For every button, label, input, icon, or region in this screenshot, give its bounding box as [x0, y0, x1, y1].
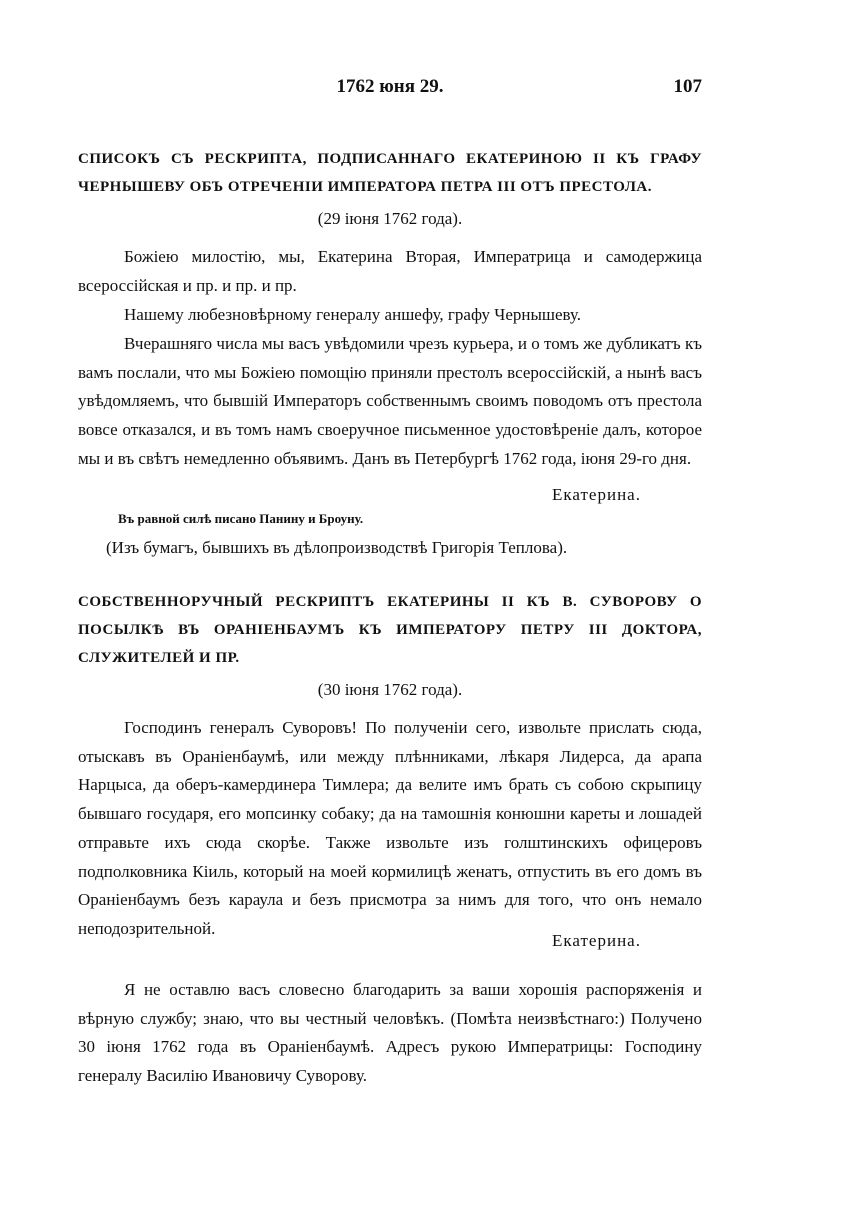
doc1-note: Въ равной силѣ писано Панину и Броуну. [118, 511, 364, 526]
doc1-date: (29 iюня 1762 года). [317, 209, 463, 228]
doc1-source: (Изъ бумагъ, бывшихъ въ дѣлопроизводствѣ Григорiя Теплова). [106, 538, 568, 557]
running-title: 1762 юня 29. [336, 76, 444, 97]
doc2-date: (30 iюня 1762 года). [317, 680, 463, 699]
doc1-paragraph-1: Божiею милостiю, мы, Екатерина Вторая, Императрица и самодержица всероссiйская и пр. и пр. и пр. [78, 247, 702, 295]
doc1-paragraph-3: Вчерашняго числа мы васъ увѣдомили чрезъ курьера, и о томъ же дубликатъ къ вамъ послали, что мы Божiею помощiю приняли престолъ всероссiйскiй, а нынѣ васъ увѣдомляемъ, что бывшiй Императоръ собственнымъ своимъ поводомъ отъ престола вовсе отказался, и въ томъ намъ своеручное письменное удостовѣренiе далъ, которое мы и въ свѣтъ немедленно объявимъ. Данъ въ Петербургѣ 1762 года, iюня 29-го дня. [78, 334, 702, 468]
doc1-signature: Екатерина. [552, 485, 641, 504]
doc2-paragraph-2: Я не оставлю васъ словесно благодарить за ваши хорошiя распоряженiя и вѣрную службу; знаю, что вы честный человѣкъ. (Помѣта неизвѣстнаго:) Получено 30 iюня 1762 года въ Оранiенбаумѣ. Адресъ рукою Императрицы: Господину генералу Василiю Ивановичу Суворову. [78, 980, 702, 1086]
doc1-title: СПИСОКЪ СЪ РЕСКРИПТА, ПОДПИСАННАГО ЕКАТЕРИНОЮ II КЪ ГРАФУ ЧЕРНЫШЕВУ ОБЪ ОТРЕЧЕНIИ ИМПЕРАТОРА ПЕТРА III ОТЪ ПРЕСТОЛА. [78, 151, 702, 195]
doc1-paragraph-2: Нашему любезновѣрному генералу аншефу, графу Чернышеву. [124, 305, 582, 324]
doc2-title: СОБСТВЕННОРУЧНЫЙ РЕСКРИПТЪ ЕКАТЕРИНЫ II КЪ В. СУВОРОВУ О ПОСЫЛКѢ ВЪ ОРАНIЕНБАУМЪ КЪ ИМПЕРАТОРУ ПЕТРУ III ДОКТОРА, СЛУЖИТЕЛЕЙ И ПР. [78, 594, 702, 666]
doc2-paragraph-1: Господинъ генералъ Суворовъ! По полученiи сего, извольте прислать сюда, отыскавъ въ Оранiенбаумѣ, или между плѣнниками, лѣкаря Лидерса, да арапа Нарцыса, да оберъ-камердинера Тимлера; да велите имъ брать съ собою скрыпицу бывшаго государя, его мопсинку собаку; да на тамошнiя конюшни кареты и лошадей отправьте ихъ сюда скорѣе. Также извольте изъ голштинскихъ офицеровъ подполковника Кiиль, который на моей кормилицѣ женатъ, отпустить въ его домъ въ Оранiенбаумъ безъ караула и безъ присмотра за нимъ для того, что онъ немало неподозрительной. [78, 718, 702, 938]
page-number: 107 [673, 76, 702, 97]
doc2-signature: Екатерина. [552, 931, 641, 950]
page-header [78, 76, 702, 100]
